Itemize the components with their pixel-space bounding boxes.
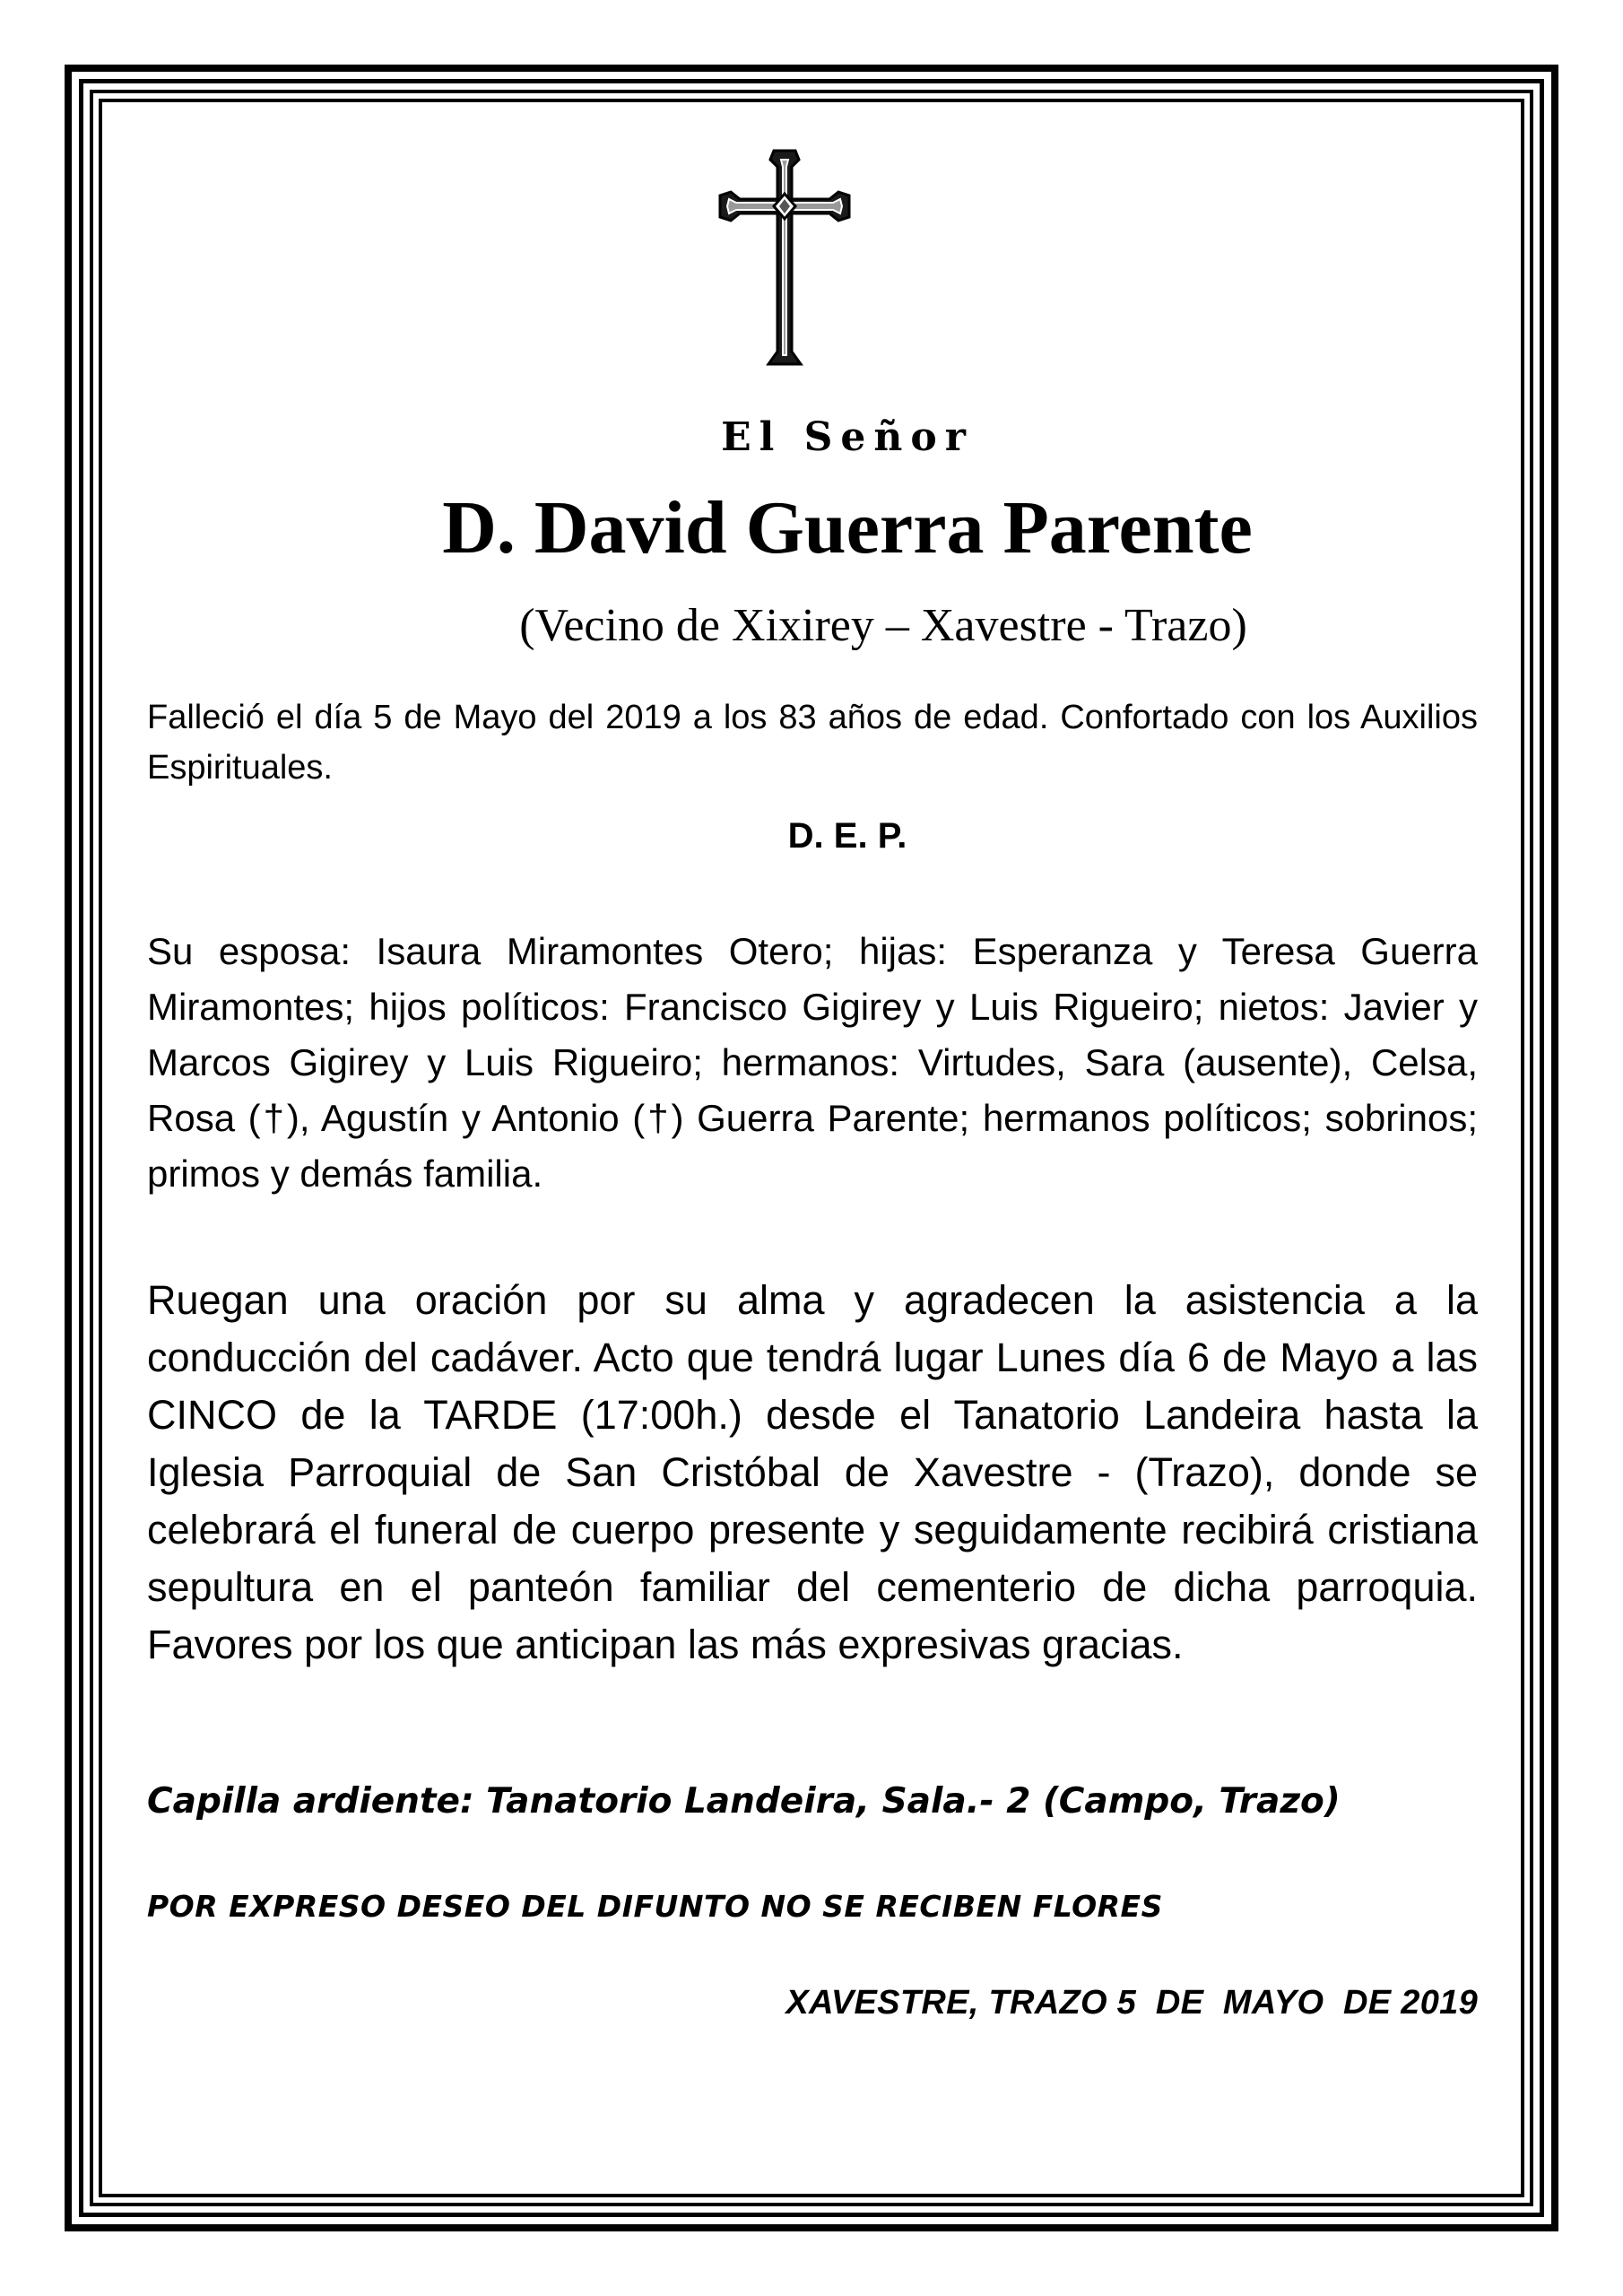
- honorific: El Señor: [721, 414, 974, 460]
- death-statement: Falleció el día 5 de Mayo del 2019 a los 83 años de edad. Confortado con los Auxilios Espirituales.: [147, 699, 1478, 787]
- residence: (Vecino de Xixirey – Xavestre - Trazo): [519, 600, 1247, 651]
- family-paragraph: Su esposa: Isaura Miramontes Otero; hijas: Esperanza y Teresa Guerra Miramontes; hijos políticos: Francisco Gigirey y Luis Rigueiro; nietos: Javier y Marcos Gigirey y Luis Rigueiro; hermanos: Virtudes, Sara (ausente), Celsa, Rosa (†), Agustín y Antonio (†) Guerra Parente; hermanos políticos; sobrinos; primos y demás familia.: [147, 930, 1478, 1195]
- deceased-name: D. David Guerra Parente: [442, 486, 1253, 570]
- flowers-note: POR EXPRESO DESEO DEL DIFUNTO NO SE RECIBEN FLORES: [147, 1889, 1163, 1924]
- prayer-paragraph: Ruegan una oración por su alma y agradecen la asistencia a la conducción del cadáver. Acto que tendrá lugar Lunes día 6 de Mayo a las CINCO de la TARDE (17:00h.) desde el Tanatorio Landeira hasta la Iglesia Parroquial de San Cristóbal de Xavestre - (Trazo), donde se celebrará el funeral de cuerpo presente y seguidamente recibirá cristiana sepultura en el panteón familiar del cementerio de dicha parroquia. Favores por los que anticipan las más expresivas gracias.: [147, 1277, 1478, 1667]
- chapel-line: Capilla ardiente: Tanatorio Landeira, Sala.- 2 (Campo, Trazo): [147, 1781, 1341, 1822]
- dep-heading: D. E. P.: [787, 816, 907, 856]
- cross-icon: [704, 144, 865, 377]
- place-date: XAVESTRE, TRAZO 5 DE MAYO DE 2019: [785, 1984, 1478, 2022]
